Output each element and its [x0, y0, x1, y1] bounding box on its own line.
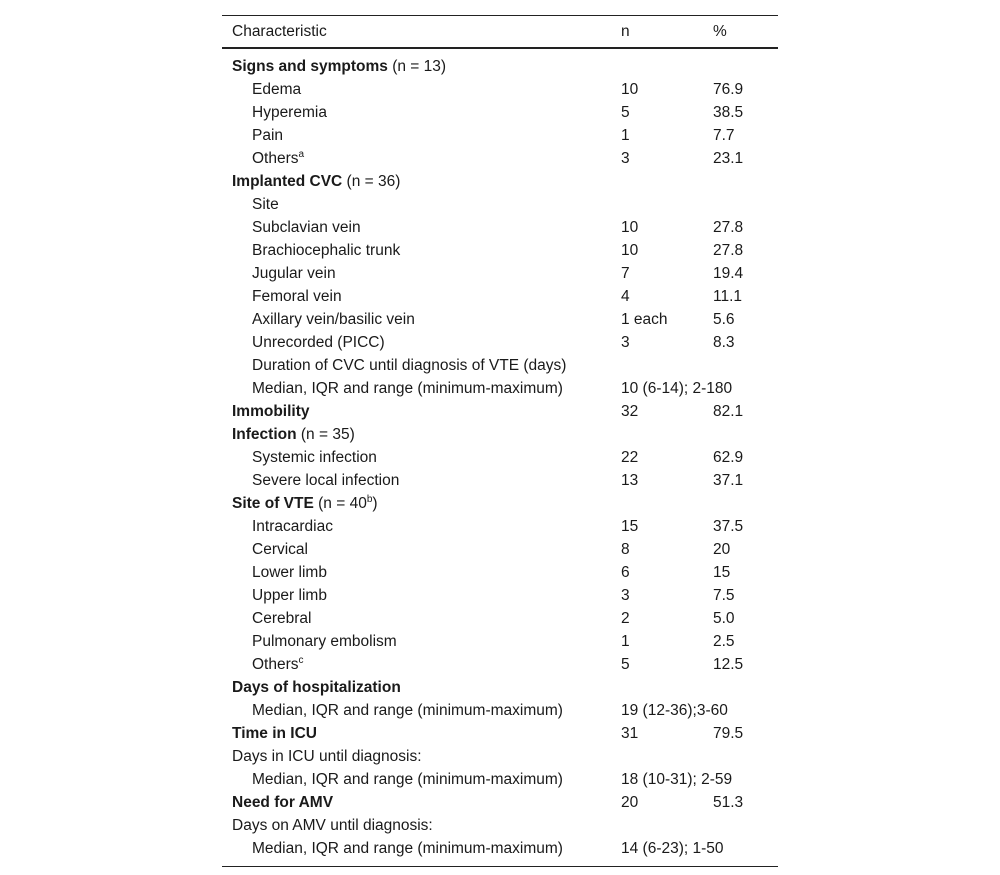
table-row	[222, 492, 778, 515]
n-cell	[611, 193, 703, 216]
sample-size-note: (n = 13)	[387, 58, 447, 75]
table-row	[222, 538, 778, 561]
n-cell: 20	[621, 794, 639, 811]
table-row	[222, 193, 778, 216]
n-cell	[611, 745, 703, 768]
percent-cell: 27.8	[713, 219, 744, 236]
percent-cell: 62.9	[713, 449, 744, 466]
characteristic-cell	[222, 469, 611, 492]
characteristic-cell	[222, 147, 611, 170]
percent-cell: 7.7	[713, 127, 735, 144]
characteristic-cell	[222, 285, 611, 308]
percent-cell	[703, 492, 778, 515]
percent-cell	[703, 423, 778, 446]
characteristic-cell	[222, 538, 611, 561]
characteristic-label: Others	[252, 656, 299, 673]
percent-cell: 37.1	[713, 472, 744, 489]
n-cell: 5	[621, 656, 630, 673]
percent-cell	[703, 354, 778, 377]
footnote-marker: a	[298, 148, 305, 160]
characteristic-label: Brachiocephalic trunk	[252, 242, 401, 259]
characteristic-cell	[222, 400, 611, 423]
characteristic-label: Median, IQR and range (minimum-maximum)	[252, 702, 563, 719]
percent-cell: 8.3	[713, 334, 735, 351]
percent-cell: 12.5	[713, 656, 744, 673]
table-row	[222, 653, 778, 676]
characteristic-label: Upper limb	[252, 587, 327, 604]
percent-cell: 23.1	[713, 150, 744, 167]
percent-cell: 7.5	[713, 587, 735, 604]
n-cell: 1	[621, 127, 630, 144]
n-cell: 3	[621, 334, 630, 351]
characteristic-label: Femoral vein	[252, 288, 342, 305]
characteristic-label: Lower limb	[252, 564, 327, 581]
characteristic-cell	[222, 101, 611, 124]
table-row	[222, 722, 778, 745]
n-cell	[611, 48, 703, 78]
percent-cell: 27.8	[713, 242, 744, 259]
sample-size-note: (n = 36)	[342, 173, 401, 190]
header-row	[222, 16, 778, 49]
characteristic-label: Axillary vein/basilic vein	[252, 311, 415, 328]
characteristic-label: Site	[252, 196, 279, 213]
characteristic-cell	[222, 354, 611, 377]
n-cell: 5	[621, 104, 630, 121]
characteristic-cell	[222, 837, 611, 867]
percent-cell: 37.5	[713, 518, 744, 535]
n-cell	[611, 676, 703, 699]
table-row	[222, 239, 778, 262]
n-cell: 2	[621, 610, 630, 627]
characteristic-cell	[222, 722, 611, 745]
characteristic-cell	[222, 308, 611, 331]
table-row	[222, 377, 778, 400]
characteristic-label: Infection	[232, 426, 297, 443]
characteristic-cell	[222, 814, 611, 837]
n-cell: 15	[621, 518, 639, 535]
table-row	[222, 814, 778, 837]
characteristic-cell	[222, 630, 611, 653]
characteristic-cell	[222, 676, 611, 699]
characteristic-cell	[222, 791, 611, 814]
table-row	[222, 170, 778, 193]
characteristic-label: Jugular vein	[252, 265, 336, 282]
header-percent: %	[713, 22, 727, 40]
characteristic-label: Days on AMV until diagnosis:	[232, 817, 433, 834]
table-row	[222, 837, 778, 867]
n-cell: 31	[621, 725, 639, 742]
characteristic-label: Days of hospitalization	[232, 679, 401, 696]
characteristic-cell	[222, 216, 611, 239]
footnote-marker: c	[298, 654, 304, 666]
percent-cell: 19.4	[713, 265, 744, 282]
header-characteristic: Characteristic	[232, 22, 327, 40]
characteristic-cell	[222, 331, 611, 354]
characteristic-cell	[222, 561, 611, 584]
table-body	[222, 48, 778, 867]
n-cell	[611, 492, 703, 515]
table-row	[222, 124, 778, 147]
sample-size-note: (n = 35)	[296, 426, 355, 443]
characteristic-cell	[222, 78, 611, 101]
characteristic-cell	[222, 170, 611, 193]
percent-cell	[703, 745, 778, 768]
table-row	[222, 446, 778, 469]
characteristic-label: Edema	[252, 81, 302, 98]
table-row	[222, 308, 778, 331]
table-row	[222, 699, 778, 722]
n-cell: 18 (10-31); 2-59	[621, 771, 733, 788]
characteristics-table	[222, 15, 778, 867]
table-row	[222, 78, 778, 101]
n-cell: 1	[621, 633, 630, 650]
n-cell: 3	[621, 150, 630, 167]
table-row	[222, 768, 778, 791]
characteristic-label: Cervical	[252, 541, 308, 558]
n-cell: 10	[621, 242, 639, 259]
characteristic-cell	[222, 262, 611, 285]
n-cell: 6	[621, 564, 630, 581]
characteristic-label: Median, IQR and range (minimum-maximum)	[252, 771, 563, 788]
n-cell	[611, 814, 703, 837]
characteristic-label: Severe local infection	[252, 472, 400, 489]
characteristic-cell	[222, 193, 611, 216]
characteristic-label: Pain	[252, 127, 284, 144]
n-cell: 10	[621, 81, 639, 98]
percent-cell: 82.1	[713, 403, 744, 420]
characteristic-label: Systemic infection	[252, 449, 377, 466]
n-cell: 22	[621, 449, 639, 466]
characteristic-label: Unrecorded (PICC)	[252, 334, 385, 351]
characteristic-cell	[222, 745, 611, 768]
characteristic-label: Duration of CVC until diagnosis of VTE (days)	[252, 357, 567, 374]
characteristic-label: Site of VTE	[232, 495, 314, 512]
n-cell: 7	[621, 265, 630, 282]
table-row	[222, 561, 778, 584]
percent-cell: 11.1	[713, 288, 743, 305]
table-row	[222, 515, 778, 538]
n-cell: 32	[621, 403, 639, 420]
percent-cell: 51.3	[713, 794, 744, 811]
characteristic-label: Immobility	[232, 403, 310, 420]
percent-cell	[703, 170, 778, 193]
characteristic-cell	[222, 607, 611, 630]
characteristic-cell	[222, 377, 611, 400]
table-row	[222, 630, 778, 653]
characteristic-cell	[222, 584, 611, 607]
percent-cell: 5.0	[713, 610, 735, 627]
characteristic-cell	[222, 48, 611, 78]
table-row	[222, 147, 778, 170]
percent-cell: 5.6	[713, 311, 735, 328]
characteristics-table-container	[222, 15, 778, 867]
n-cell	[611, 354, 703, 377]
table-row	[222, 469, 778, 492]
n-cell: 8	[621, 541, 630, 558]
characteristic-label: Others	[252, 150, 299, 167]
characteristic-label: Need for AMV	[232, 794, 334, 811]
percent-cell: 38.5	[713, 104, 744, 121]
n-cell: 1 each	[621, 311, 668, 328]
characteristic-label: Median, IQR and range (minimum-maximum)	[252, 380, 563, 397]
table-row	[222, 331, 778, 354]
n-cell: 14 (6-23); 1-50	[621, 840, 724, 857]
characteristic-label: Days in ICU until diagnosis:	[232, 748, 422, 765]
table-row	[222, 101, 778, 124]
characteristic-cell	[222, 423, 611, 446]
table-row	[222, 400, 778, 423]
table-row	[222, 676, 778, 699]
characteristic-label: Time in ICU	[232, 725, 317, 742]
header-n: n	[621, 22, 630, 40]
n-cell	[611, 423, 703, 446]
table-row	[222, 262, 778, 285]
table-row	[222, 423, 778, 446]
characteristic-cell	[222, 124, 611, 147]
characteristic-cell	[222, 699, 611, 722]
characteristic-label: Intracardiac	[252, 518, 333, 535]
n-cell: 4	[621, 288, 630, 305]
characteristic-label: Cerebral	[252, 610, 312, 627]
percent-cell	[703, 193, 778, 216]
percent-cell: 79.5	[713, 725, 744, 742]
percent-cell: 76.9	[713, 81, 744, 98]
n-cell: 3	[621, 587, 630, 604]
table-row	[222, 584, 778, 607]
footnote-marker: b	[366, 493, 373, 505]
characteristic-label: Subclavian vein	[252, 219, 361, 236]
sample-size-note-end: )	[372, 495, 378, 512]
characteristic-cell	[222, 492, 611, 515]
characteristic-label: Signs and symptoms	[232, 58, 388, 75]
table-row	[222, 791, 778, 814]
percent-cell	[703, 48, 778, 78]
characteristic-cell	[222, 653, 611, 676]
table-row	[222, 745, 778, 768]
n-cell: 10 (6-14); 2-180	[621, 380, 733, 397]
sample-size-note: (n = 40	[313, 495, 367, 512]
table-header	[222, 16, 778, 49]
table-row	[222, 48, 778, 78]
characteristic-label: Hyperemia	[252, 104, 327, 121]
characteristic-cell	[222, 515, 611, 538]
table-row	[222, 354, 778, 377]
n-cell	[611, 170, 703, 193]
table-row	[222, 285, 778, 308]
n-cell: 19 (12-36);3-60	[621, 702, 728, 719]
table-row	[222, 216, 778, 239]
characteristic-cell	[222, 446, 611, 469]
percent-cell: 20	[713, 541, 731, 558]
percent-cell	[703, 676, 778, 699]
percent-cell	[703, 814, 778, 837]
percent-cell: 2.5	[713, 633, 735, 650]
characteristic-label: Pulmonary embolism	[252, 633, 397, 650]
n-cell: 10	[621, 219, 639, 236]
table-row	[222, 607, 778, 630]
percent-cell: 15	[713, 564, 731, 581]
characteristic-cell	[222, 239, 611, 262]
characteristic-cell	[222, 768, 611, 791]
characteristic-label: Median, IQR and range (minimum-maximum)	[252, 840, 563, 857]
n-cell: 13	[621, 472, 639, 489]
characteristic-label: Implanted CVC	[232, 173, 343, 190]
